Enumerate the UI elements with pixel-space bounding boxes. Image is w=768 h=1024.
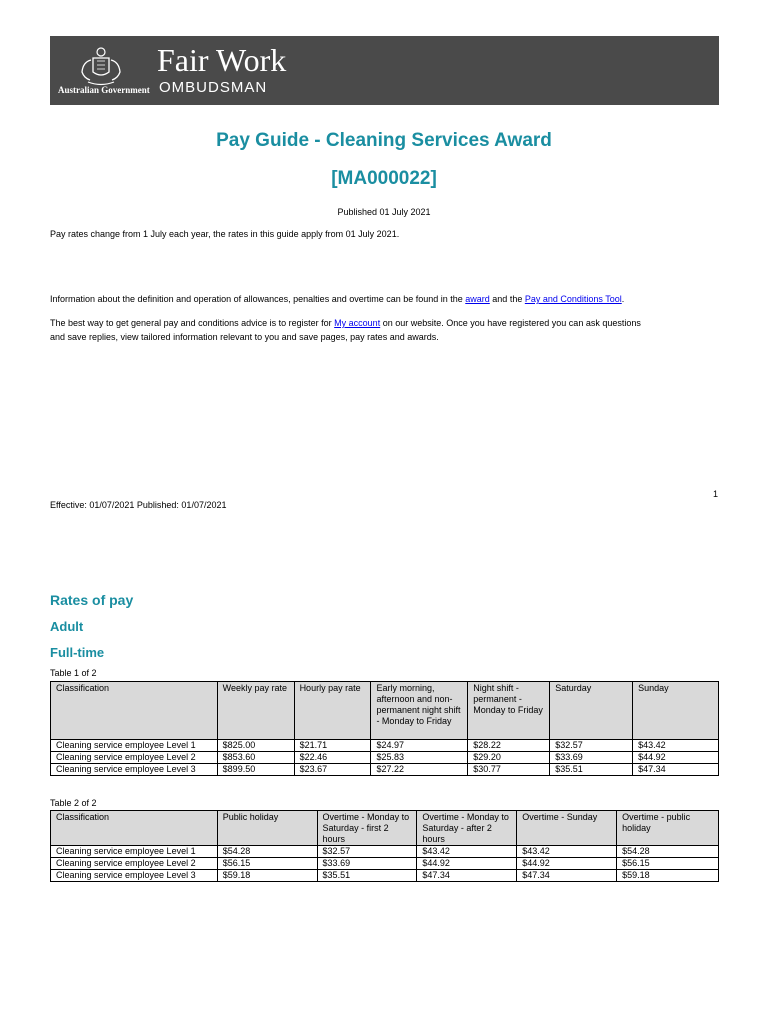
- award-link[interactable]: award: [465, 294, 490, 304]
- column-header: Classification: [51, 682, 218, 740]
- column-header: Weekly pay rate: [217, 682, 294, 740]
- org-subtitle: OMBUDSMAN: [159, 79, 268, 96]
- heading-adult: Adult: [50, 619, 84, 634]
- table-cell: $43.42: [517, 846, 617, 858]
- table-cell: $33.69: [317, 858, 417, 870]
- org-name: Fair Work: [157, 42, 287, 78]
- column-header: Saturday: [550, 682, 633, 740]
- table-cell: $32.57: [317, 846, 417, 858]
- footer-effective: Effective: 01/07/2021 Published: 01/07/2021: [50, 500, 227, 510]
- table-cell: Cleaning service employee Level 3: [51, 764, 218, 776]
- info-text-after: .: [621, 294, 625, 304]
- table-cell: $25.83: [371, 752, 468, 764]
- pay-table-2: [50, 810, 719, 882]
- commonwealth-coat-of-arms-icon: [76, 46, 126, 88]
- table-cell: Cleaning service employee Level 3: [51, 870, 218, 882]
- table-cell: $29.20: [468, 752, 550, 764]
- table-cell: $47.34: [517, 870, 617, 882]
- column-header: Public holiday: [217, 811, 317, 846]
- table-header-row: [51, 811, 719, 846]
- table-cell: $21.71: [294, 740, 371, 752]
- info-text-middle: and the: [489, 294, 525, 304]
- table-cell: $24.97: [371, 740, 468, 752]
- table-cell: $44.92: [517, 858, 617, 870]
- table-cell: $47.34: [633, 764, 719, 776]
- table-cell: $35.51: [317, 870, 417, 882]
- table-cell: $43.42: [417, 846, 517, 858]
- column-header: Early morning, afternoon and non-permanent night shift - Monday to Friday: [371, 682, 468, 740]
- table-row: [51, 764, 719, 776]
- table-cell: Cleaning service employee Level 2: [51, 858, 218, 870]
- table-cell: $899.50: [217, 764, 294, 776]
- table-cell: $43.42: [633, 740, 719, 752]
- table-row: [51, 846, 719, 858]
- pay-table-1: [50, 681, 719, 776]
- table-header-row: [51, 682, 719, 740]
- table-cell: $27.22: [371, 764, 468, 776]
- table-row: [51, 870, 719, 882]
- table-cell: $44.92: [417, 858, 517, 870]
- table-row: [51, 858, 719, 870]
- table-cell: Cleaning service employee Level 1: [51, 846, 218, 858]
- column-header: Hourly pay rate: [294, 682, 371, 740]
- advice-text-after: on our website. Once you have registered you can ask questions: [380, 318, 641, 328]
- column-header: Overtime - Sunday: [517, 811, 617, 846]
- table-cell: $59.18: [617, 870, 719, 882]
- table-cell: $59.18: [217, 870, 317, 882]
- column-header: Overtime - Monday to Saturday - after 2 hours: [417, 811, 517, 846]
- column-header: Overtime - Monday to Saturday - first 2 hours: [317, 811, 417, 846]
- table-cell: $22.46: [294, 752, 371, 764]
- table-cell: $56.15: [617, 858, 719, 870]
- published-date: Published 01 July 2021: [337, 207, 431, 217]
- advice-text-before: The best way to get general pay and conditions advice is to register for: [50, 318, 335, 328]
- table-cell: $54.28: [617, 846, 719, 858]
- heading-rates-of-pay: Rates of pay: [50, 592, 134, 608]
- intro-text: Pay rates change from 1 July each year, the rates in this guide apply from 01 July 2021.: [50, 229, 400, 239]
- table-cell: $23.67: [294, 764, 371, 776]
- column-header: Night shift - permanent - Monday to Friday: [468, 682, 550, 740]
- table-row: [51, 752, 719, 764]
- pay-and-conditions-tool-link[interactable]: Pay and Conditions Tool: [524, 294, 622, 304]
- advice-paragraph: [50, 316, 641, 344]
- info-text-before: Information about the definition and operation of allowances, penalties and overtime can be found in the: [50, 294, 466, 304]
- column-header: Classification: [51, 811, 218, 846]
- heading-full-time: Full-time: [50, 645, 105, 660]
- table-cell: $825.00: [217, 740, 294, 752]
- table-cell: $33.69: [550, 752, 633, 764]
- my-account-link[interactable]: My account: [334, 318, 381, 328]
- page-number: 1: [713, 489, 719, 499]
- page-title: Pay Guide - Cleaning Services Award: [216, 130, 552, 151]
- column-header: Overtime - public holiday: [617, 811, 719, 846]
- header-banner: [50, 36, 719, 105]
- government-text: Australian Government: [58, 85, 150, 95]
- table-cell: $35.51: [550, 764, 633, 776]
- table-cell: Cleaning service employee Level 1: [51, 740, 218, 752]
- advice-text-line2: and save replies, view tailored information relevant to you and save pages, pay rates and awards.: [50, 332, 439, 342]
- table-cell: $28.22: [468, 740, 550, 752]
- table-cell: $44.92: [633, 752, 719, 764]
- table-cell: $853.60: [217, 752, 294, 764]
- table2-caption: Table 2 of 2: [50, 798, 97, 808]
- table-cell: $32.57: [550, 740, 633, 752]
- table1-caption: Table 1 of 2: [50, 668, 97, 678]
- table-cell: $56.15: [217, 858, 317, 870]
- info-paragraph: [50, 292, 624, 306]
- award-code: [MA000022]: [331, 168, 437, 189]
- column-header: Sunday: [633, 682, 719, 740]
- table-cell: $54.28: [217, 846, 317, 858]
- table-cell: $47.34: [417, 870, 517, 882]
- table-cell: Cleaning service employee Level 2: [51, 752, 218, 764]
- table-row: [51, 740, 719, 752]
- table-cell: $30.77: [468, 764, 550, 776]
